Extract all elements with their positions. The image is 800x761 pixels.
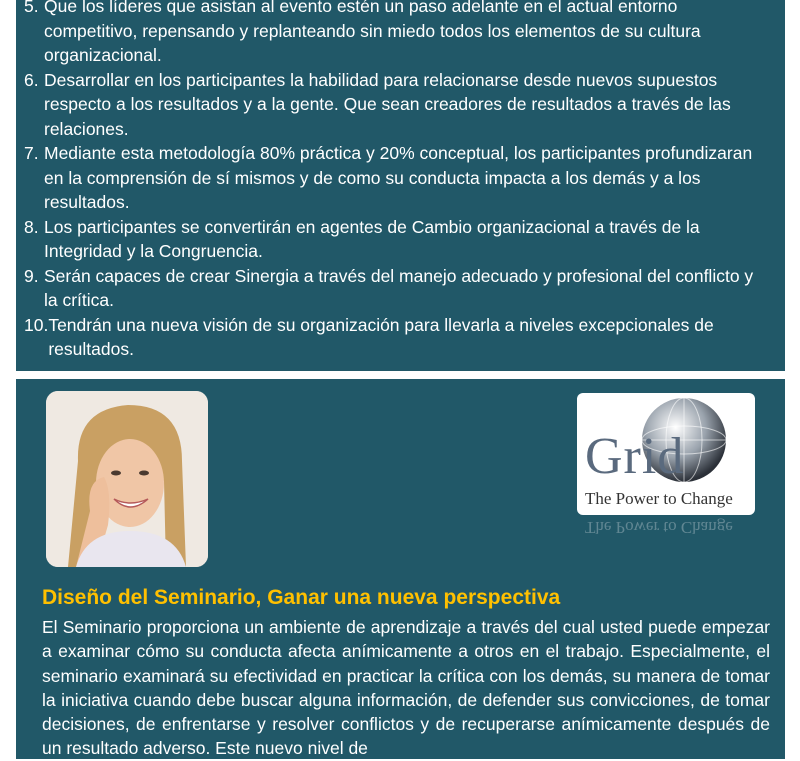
logo-reflection [577,517,755,551]
objective-number: 10. [24,314,49,335]
objective-text: Tendrán una nueva visión de su organización para llevarla a niveles excepcionales de resultados. [48,314,714,359]
objective-number: 8. [24,216,39,237]
objective-item [24,0,769,68]
objective-text: Los participantes se convertirán en agentes de Cambio organizacional a través de la Integridad y la Congruencia. [44,216,700,261]
logo-wordmark: Grid [585,428,685,485]
seminar-panel [16,379,785,759]
objective-text: Que los líderes que asistan al evento estén un paso adelante en el actual entorno competitivo, repensando y replanteando sin miedo todos los elementos de su cultura organizacional. [44,0,701,65]
woman-portrait-illustration [46,391,208,567]
section-title: Diseño del Seminario, Ganar una nueva perspectiva [42,586,561,609]
objectives-panel [16,0,785,371]
objective-item [24,215,769,264]
logo-tagline: The Power to Change [585,489,733,508]
objective-item [24,141,769,215]
logo-tagline-reflection: The Power to Change [585,518,733,537]
objective-text: Mediante esta metodología 80% práctica y 20% conceptual, los participantes profundizaran en la comprensión de sí mismos y de como su conducta impacta a los demás y a los resultados. [44,143,753,212]
objective-number: 7. [24,143,39,163]
objective-item [24,313,769,362]
objective-number: 6. [24,69,39,90]
objective-item [24,68,769,142]
objective-text: Desarrollar en los participantes la habilidad para relacionarse desde nuevos supuestos respecto a los resultados y a la gente. Que sean creadores de resultados a través de las relaciones. [44,69,731,139]
woman-photo [46,391,208,567]
objectives-list [24,0,769,362]
objective-item [24,264,769,313]
section-body: El Seminario proporciona un ambiente de aprendizaje a través del cual usted puede empezar a examinar cómo su conducta afecta anímicamente a otros en el trabajo. Especialmente, el seminario examinará su efectividad en practicar la crítica con los demás, su manera de tomar la iniciativa cuando debe buscar alguna información, de defender sus convicciones, de tomar decisiones, de enfrentarse y resolver conflictos y de recuperarse anímicamente después de un resultado adverso. Este nuevo nivel de [42,617,770,759]
objective-number: 9. [24,265,39,286]
grid-logo [577,393,755,515]
objective-number: 5. [24,0,39,16]
objective-text: Serán capaces de crear Sinergia a través del manejo adecuado y profesional del conflicto y la crítica. [44,265,754,310]
